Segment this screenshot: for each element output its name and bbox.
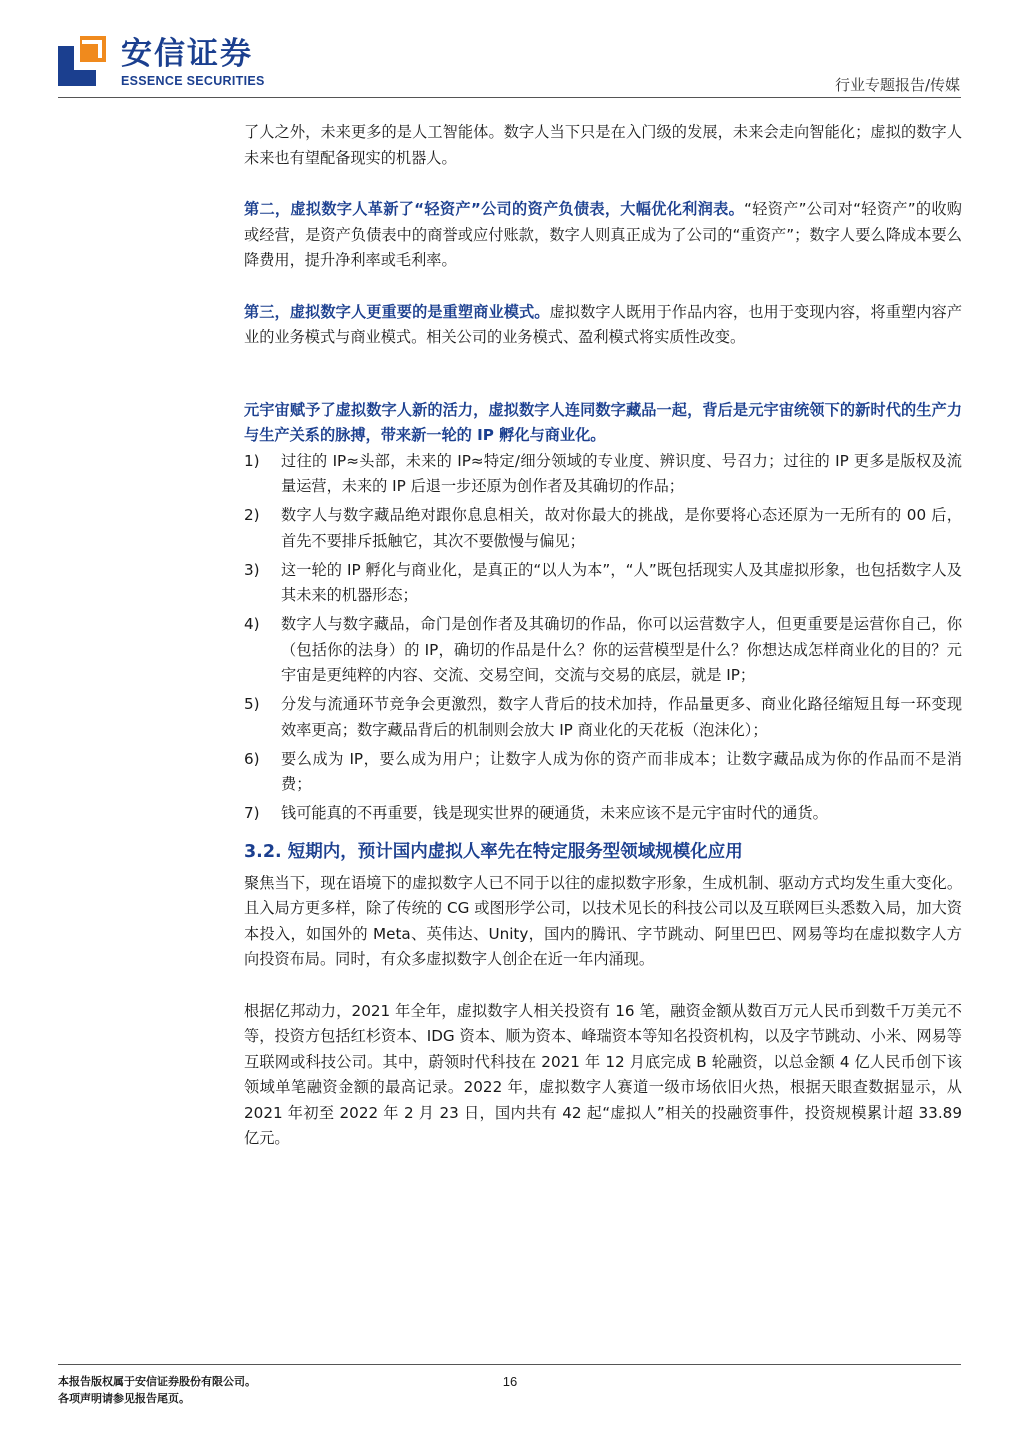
points-list — [244, 449, 962, 827]
list-item-number: 7) — [244, 804, 260, 822]
list-item-number: 6) — [244, 749, 260, 768]
spacer — [244, 351, 962, 398]
highlight-statement: 元宇宙赋予了虚拟数字人新的活力，虚拟数字人连同数字藏品一起，背后是元宇宙统领下的新时代的生产力与生产关系的脉搏，带来新一轮的 IP 孵化与商业化。 — [244, 400, 962, 444]
list-item-text: 数字人与数字藏品，命门是创作者及其确切的作品，你可以运营数字人，但更重要是运营你自己，你（包括你的法身）的 IP，确切的作品是什么？你的运营模型是什么？你想达成怎样商业化的目的？元宇宙是更纯粹的内容、交流、交易空间，交流与交易的底层，就是 IP； — [281, 615, 962, 684]
list-item — [244, 612, 962, 689]
essence-logo-icon — [58, 36, 106, 86]
spacer — [244, 274, 962, 300]
list-item-text: 钱可能真的不再重要，钱是现实世界的硬通货，未来应该不是元宇宙时代的通货。 — [281, 804, 828, 822]
report-category: 行业专题报告/传媒 — [834, 76, 960, 94]
list-item-text: 数字人与数字藏品绝对跟你息息相关，故对你最大的挑战，是你要将心态还原为一无所有的 00 后，首先不要排斥抵触它，其次不要傲慢与偏见； — [281, 506, 962, 550]
list-item — [244, 747, 962, 798]
copyright-notice — [58, 1373, 256, 1407]
list-item — [244, 801, 962, 827]
paragraph-balance-sheet — [244, 197, 962, 274]
list-item — [244, 692, 962, 743]
list-item-number: 5) — [244, 695, 260, 713]
copyright-line: 本报告版权属于安信证券股份有限公司。 — [58, 1375, 256, 1388]
list-item-number: 4) — [244, 615, 260, 633]
list-item-text: 要么成为 IP，要么成为用户；让数字人成为你的资产而非成本；让数字藏品成为你的作品而不是消费； — [281, 749, 962, 793]
paragraph-body-second: “轻资产”公司对“轻资产”的收购或经营，是资产负债表中的商誉或应付账款，数字人则真正成为了公司的“重资产”；数字人要么降成本要么降费用，提升净利率或毛利率。 — [244, 200, 962, 269]
paragraph-investment-data: 根据亿邦动力，2021 年全年，虚拟数字人相关投资有 16 笔，融资金额从数百万元人民币到数千万美元不等，投资方包括红杉资本、IDG 资本、顺为资本、峰瑞资本等知名投资机构，以及字节跳动、小米、网易等互联网或科技公司。其中，蔚领时代科技在 2021 年 12 月底完成 B 轮融资，以总金额 4 亿人民币创下该领域单笔融资金额的最高记录。2022 年，虚拟数字人赛道一级市场依旧火热，根据天眼查数据显示，从 2021 年初至 2022 年 2 月 23 日，国内共有 42 起“虚拟人”相关的投融资事件，投资规模累计超 33.89 亿元。 — [244, 1001, 962, 1147]
list-item-text: 分发与流通环节竞争会更激烈，数字人背后的技术加持，作品量更多、商业化路径缩短且每一环变现效率更高；数字藏品背后的机制则会放大 IP 商业化的天花板（泡沫化）； — [281, 695, 962, 739]
list-item-number: 3) — [244, 560, 260, 579]
report-body — [244, 120, 962, 1152]
disclaimer-line: 各项声明请参见报告尾页。 — [58, 1392, 190, 1405]
list-item — [244, 503, 962, 554]
paragraph-business-model — [244, 300, 962, 351]
paragraph-current-context: 聚焦当下，现在语境下的虚拟数字人已不同于以往的虚拟数字形象，生成机制、驱动方式均发生重大变化。且入局方更多样，除了传统的 CG 或图形学公司，以技术见长的科技公司以及互联网巨头悉数入局，加大资本投入，如国外的 Meta、英伟达、Unity，国内的腾讯、字节跳动、阿里巴巴、网易等均在虚拟数字人方向投资布局。同时，有众多虚拟数字人创企在近一年内涌现。 — [244, 873, 962, 968]
paragraph-lead-second: 第二，虚拟数字人革新了“轻资产”公司的资产负债表，大幅优化利润表。 — [244, 200, 745, 218]
list-item-text: 过往的 IP≈头部，未来的 IP≈特定/细分领域的专业度、辨识度、号召力；过往的 IP 更多是版权及流量运营，未来的 IP 后退一步还原为创作者及其确切的作品； — [281, 451, 962, 495]
list-item-number: 1) — [244, 451, 260, 470]
footer-divider — [58, 1364, 961, 1365]
spacer — [244, 973, 962, 999]
list-item-text: 这一轮的 IP 孵化与商业化，是真正的“以人为本”，“人”既包括现实人及其虚拟形象，也包括数字人及其未来的机器形态； — [281, 560, 962, 604]
brand-name-en: ESSENCE SECURITIES — [121, 74, 265, 88]
list-item — [244, 449, 962, 500]
section-heading: 3.2. 短期内，预计国内虚拟人率先在特定服务型领域规模化应用 — [244, 841, 743, 862]
list-item — [244, 558, 962, 609]
page-header — [0, 0, 1019, 100]
paragraph-ai-beings: 了人之外，未来更多的是人工智能体。数字人当下只是在入门级的发展，未来会走向智能化；虚拟的数字人未来也有望配备现实的机器人。 — [244, 123, 962, 167]
spacer — [244, 171, 962, 197]
paragraph-body-third: 虚拟数字人既用于作品内容，也用于变现内容，将重塑内容产业的业务模式与商业模式。相关公司的业务模式、盈利模式将实质性改变。 — [244, 302, 963, 346]
paragraph-lead-third: 第三，虚拟数字人更重要的是重塑商业模式。 — [244, 302, 550, 321]
page-number: 16 — [502, 1374, 518, 1389]
list-item-number: 2) — [244, 506, 260, 524]
header-divider — [58, 97, 961, 98]
brand-name-cn: 安信证券 — [121, 36, 253, 72]
